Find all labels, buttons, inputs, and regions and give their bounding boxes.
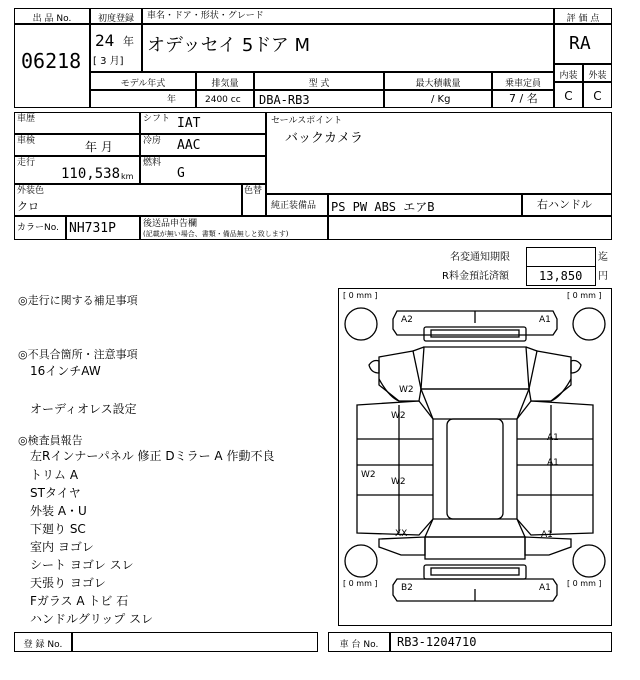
inspector-line: ハンドルグリップ スレ [30, 612, 154, 626]
equipment-label: 純正装備品 [271, 201, 317, 211]
mark-front-bumper-left: A2 [401, 315, 413, 325]
mark-left-rear: XX [395, 529, 408, 539]
lot-number-cell [14, 24, 90, 108]
max-load-cell [384, 90, 492, 108]
mark-left-front-door: W2 [391, 411, 406, 421]
type-value: DBA-RB3 [259, 93, 310, 107]
inspector-line: 外装 A・U [30, 504, 87, 518]
inspector-report-title: ◎検査員報告 [18, 434, 83, 447]
exterior-color-label: 外装色 [17, 186, 45, 196]
inspector-line: トリム A [30, 468, 79, 482]
side-left [357, 401, 433, 535]
interior-label-cell [554, 64, 583, 82]
max-load-label-cell [384, 72, 492, 90]
rear-fender-left [379, 537, 425, 555]
side-right [517, 401, 593, 535]
color-no-value: NH731P [69, 221, 116, 236]
exterior-color-value: クロ [17, 200, 39, 213]
mark-right-rear: A1 [541, 530, 553, 540]
inspection-value: 年 月 [85, 140, 113, 154]
inspection-cell [14, 134, 140, 156]
car-name-cell [142, 24, 554, 72]
score-label: 評 価 点 [566, 14, 600, 24]
chassis-cell [390, 632, 612, 652]
mark-rear-bumper-right: A1 [539, 583, 551, 593]
lot-label-cell [14, 8, 90, 24]
inspector-line: シート ヨゴレ スレ [30, 558, 134, 572]
lot-number: 06218 [21, 49, 82, 73]
tire-rear-right [573, 545, 605, 577]
ac-cell [140, 134, 266, 156]
model-year-cell [90, 90, 196, 108]
aftermarket-input-cell [328, 216, 612, 240]
mark-left-front-fender: W2 [399, 385, 414, 395]
shift-value: IAT [177, 116, 201, 131]
sales-point-cell [266, 112, 612, 194]
inspector-line: 室内 ヨゴレ [30, 540, 94, 554]
reg-no-label: 登 録 No. [23, 640, 63, 650]
displacement-cell [196, 90, 254, 108]
repaint-cell [242, 184, 266, 216]
exterior-label: 外装 [588, 71, 607, 81]
mileage-unit: km [121, 172, 134, 181]
fuel-value: G [177, 166, 185, 181]
first-reg-cell [90, 24, 142, 72]
chassis-label: 車 台 No. [339, 640, 379, 650]
interior-value: C [564, 89, 573, 103]
displacement-label: 排気量 [211, 79, 239, 89]
fuel-cell [140, 156, 266, 184]
capacity-cell [492, 90, 554, 108]
front-fender-right [529, 351, 571, 401]
equipment-cell [328, 194, 522, 216]
sales-point-label: セールスポイント [271, 116, 343, 126]
type-label: 型 式 [308, 79, 330, 89]
first-reg-month: [ 3 月] [93, 56, 124, 67]
shift-cell [140, 112, 266, 134]
capacity-label: 乗車定員 [504, 79, 541, 89]
inspection-label: 車検 [17, 136, 36, 146]
mark-front-bumper-right: A1 [539, 315, 551, 325]
exterior-value: C [593, 89, 602, 103]
defect-line: オーディオレス設定 [30, 402, 137, 416]
interior-label: 内装 [559, 71, 578, 81]
displacement-label-cell [196, 72, 254, 90]
name-change-box [526, 247, 596, 267]
capacity-label-cell [492, 72, 554, 90]
inspector-line: 天張り ヨゴレ [30, 576, 106, 590]
first-reg-label: 初度登録 [97, 14, 134, 24]
car-name: オデッセイ 5ドア M [147, 35, 310, 56]
car-name-label-cell [142, 8, 554, 24]
type-label-cell [254, 72, 384, 90]
mark-left-side: W2 [361, 470, 376, 480]
inspector-line: STタイヤ [30, 486, 81, 500]
repaint-label: 色替 [244, 186, 263, 196]
max-load-value: / Kg [431, 94, 451, 105]
history-cell [14, 112, 140, 134]
equipment-label-cell [266, 194, 328, 216]
score-value: RA [569, 33, 591, 54]
hood [421, 347, 529, 389]
mileage-cell [14, 156, 140, 184]
tire-tread-rear-left: [ 0 mm ] [343, 579, 378, 588]
exterior-value-cell [583, 82, 612, 108]
aftermarket-note: (記載が無い場合、書類・備品無しと致します) [143, 230, 289, 238]
displacement-value: 2400 cc [205, 95, 241, 105]
sales-point-value: バックカメラ [285, 131, 364, 146]
defect-notes-title: ◎不具合箇所・注意事項 [18, 348, 138, 361]
max-load-label: 最大積載量 [415, 79, 461, 89]
equipment-value: PS PW ABS エアB [331, 200, 435, 214]
recycle-label: R料金預託済額 [442, 271, 509, 282]
color-no-label-cell [14, 216, 66, 240]
car-outline [339, 289, 611, 625]
tire-rear-left [345, 545, 377, 577]
aftermarket-label: 後送品申告欄 [143, 219, 198, 229]
recycle-box [526, 266, 596, 286]
color-no-cell [66, 216, 140, 240]
type-cell [254, 90, 384, 108]
tire-front-left [345, 308, 377, 340]
capacity-value: 7 / 名 [509, 92, 538, 105]
driving-notes-title: ◎走行に関する補足事項 [18, 294, 138, 307]
trunk [425, 537, 525, 559]
car-diagram [338, 288, 612, 626]
first-reg-label-cell [90, 8, 142, 24]
inspector-line: Fガラス A トビ 石 [30, 594, 129, 608]
reg-no-cell [72, 632, 318, 652]
interior-value-cell [554, 82, 583, 108]
tire-tread-front-left: [ 0 mm ] [343, 291, 378, 300]
mark-right-rear-door: A1 [547, 458, 559, 468]
exterior-color-cell [14, 184, 242, 216]
exterior-label-cell [583, 64, 612, 82]
tire-front-right [573, 308, 605, 340]
mileage-value: 110,538 [61, 166, 121, 182]
shift-label: シフト [143, 114, 171, 124]
mark-rear-bumper-left: B2 [401, 583, 413, 593]
chassis-value: RB3-1204710 [397, 635, 477, 649]
model-year-label: モデル年式 [120, 79, 166, 89]
tire-tread-front-right: [ 0 mm ] [567, 291, 602, 300]
windshield [421, 389, 529, 419]
inspector-line: 下廻り SC [30, 522, 86, 536]
score-cell [554, 24, 612, 64]
mark-right-front-door: A1 [547, 433, 559, 443]
car-name-label: 車名・ドア・形状・グレード [147, 11, 264, 21]
rear-window [425, 519, 525, 537]
model-year-unit: 年 [167, 95, 177, 105]
roof [447, 419, 503, 519]
ac-value: AAC [177, 138, 201, 153]
mark-left-rear-door: W2 [391, 477, 406, 487]
lot-label: 出 品 No. [32, 14, 72, 24]
handle-cell [522, 194, 612, 216]
score-label-cell [554, 8, 612, 24]
chassis-label-cell [328, 632, 390, 652]
first-reg-year: 24 [95, 31, 115, 50]
ac-label: 冷房 [143, 136, 162, 146]
fuel-label: 燃料 [143, 158, 162, 168]
tire-tread-rear-right: [ 0 mm ] [567, 579, 602, 588]
color-no-label: カラーNo. [17, 223, 59, 233]
recycle-value: 13,850 [539, 269, 583, 283]
recycle-unit: 円 [598, 271, 608, 282]
aftermarket-cell [140, 216, 328, 240]
defect-line: 16インチAW [30, 364, 101, 378]
reg-no-label-cell [14, 632, 72, 652]
model-year-label-cell [90, 72, 196, 90]
handle-value: 右ハンドル [537, 198, 592, 211]
mileage-label: 走行 [17, 158, 36, 168]
name-change-label: 名変通知期限 [450, 252, 510, 263]
name-change-unit: 迄 [598, 252, 608, 263]
history-label: 車歴 [17, 114, 36, 124]
first-reg-year-suffix: 年 [123, 35, 134, 48]
inspector-line: 左Rインナーパネル 修正 Dミラー A 作動不良 [30, 449, 275, 463]
